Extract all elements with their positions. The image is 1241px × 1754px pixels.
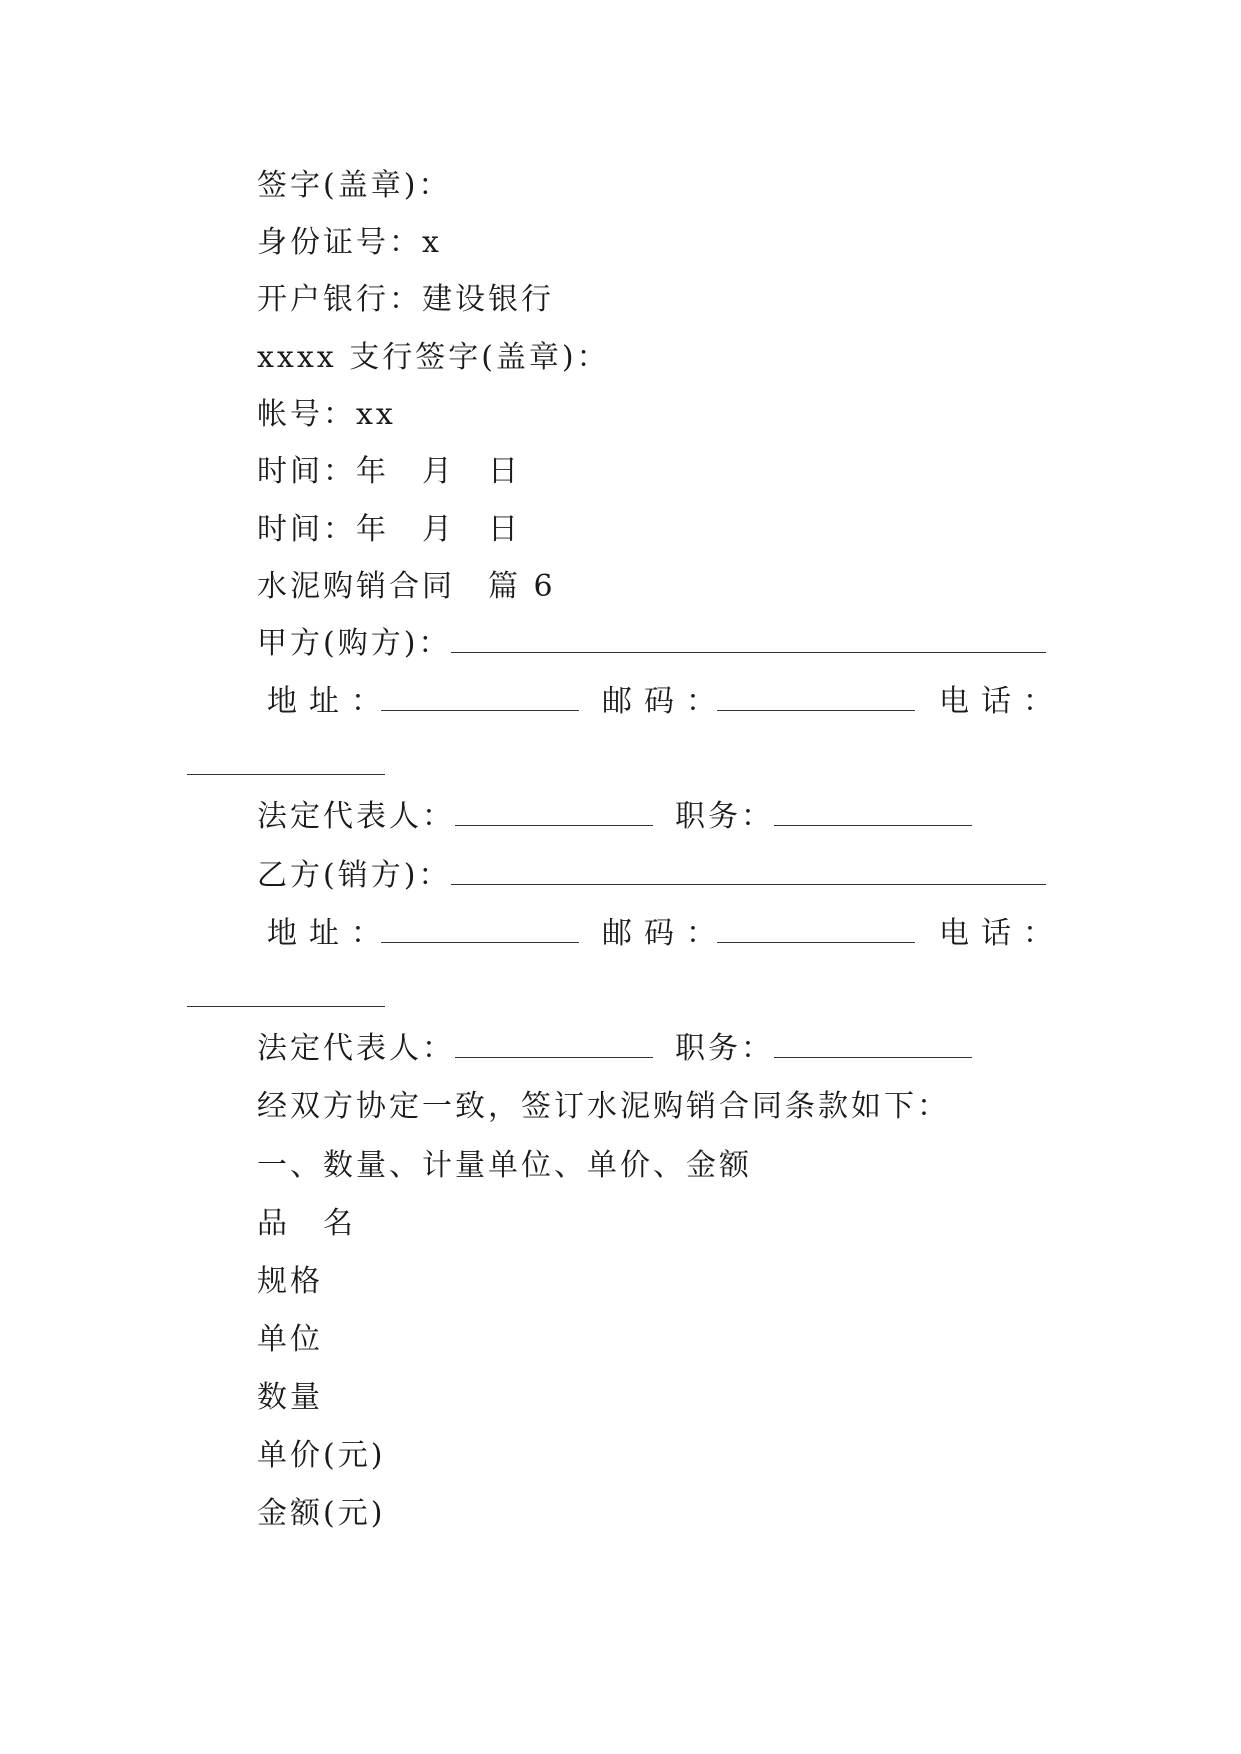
quantity-line: 数量 [257,1380,323,1415]
spec-line: 规格 [257,1264,323,1299]
bank-line: 开户银行：建设银行 [257,282,554,317]
party-a-label: 甲方(购方)： [257,626,452,661]
party-b-position-label: 职务： [675,1031,774,1066]
contract-heading: 水泥购销合同 篇 6 [257,569,556,604]
party-a-phone-label: 电话： [939,684,1065,719]
item-name-line: 品 名 [257,1206,356,1241]
party-b-rep-blank [455,1029,653,1058]
party-a-rep-blank [455,797,653,826]
party-a-line [257,624,1046,664]
party-b-rep-label: 法定代表人： [257,1031,455,1066]
party-b-zip-label: 邮码： [602,916,728,951]
agreement-intro: 经双方协定一致，签订水泥购销合同条款如下： [257,1089,950,1124]
party-a-blank [451,624,1046,653]
party-a-zip-label: 邮码： [602,684,728,719]
party-b-phone-label: 电话： [939,916,1065,951]
party-a-phone-blank [187,774,385,775]
party-a-rep-line [257,797,972,837]
party-a-zip-blank [717,682,915,711]
branch-signature-line: xxxx 支行签字(盖章)： [257,340,610,375]
signature-line: 签字(盖章)： [257,168,452,203]
party-b-rep-line [257,1029,972,1069]
party-b-line [257,856,1046,896]
party-a-address-blank [381,682,579,711]
party-b-zip-blank [717,914,915,943]
party-b-address-blank [381,914,579,943]
party-a-address-label: 地址： [267,684,393,719]
account-line: 帐号：xx [257,397,396,432]
party-a-position-blank [774,797,972,826]
unit-price-line: 单价(元) [257,1438,386,1473]
party-b-position-blank [774,1029,972,1058]
section-1-heading: 一、数量、计量单位、单价、金额 [257,1148,752,1183]
party-b-label: 乙方(销方)： [257,858,452,893]
date-line-1: 时间：年 月 日 [257,454,521,489]
date-line-2: 时间：年 月 日 [257,512,521,547]
party-b-blank [451,856,1046,885]
amount-line: 金额(元) [257,1496,386,1531]
party-b-address-label: 地址： [267,916,393,951]
unit-line: 单位 [257,1322,323,1357]
id-number-line: 身份证号：x [257,225,442,260]
party-b-phone-blank [187,1006,385,1007]
party-a-rep-label: 法定代表人： [257,799,455,834]
party-a-position-label: 职务： [675,799,774,834]
